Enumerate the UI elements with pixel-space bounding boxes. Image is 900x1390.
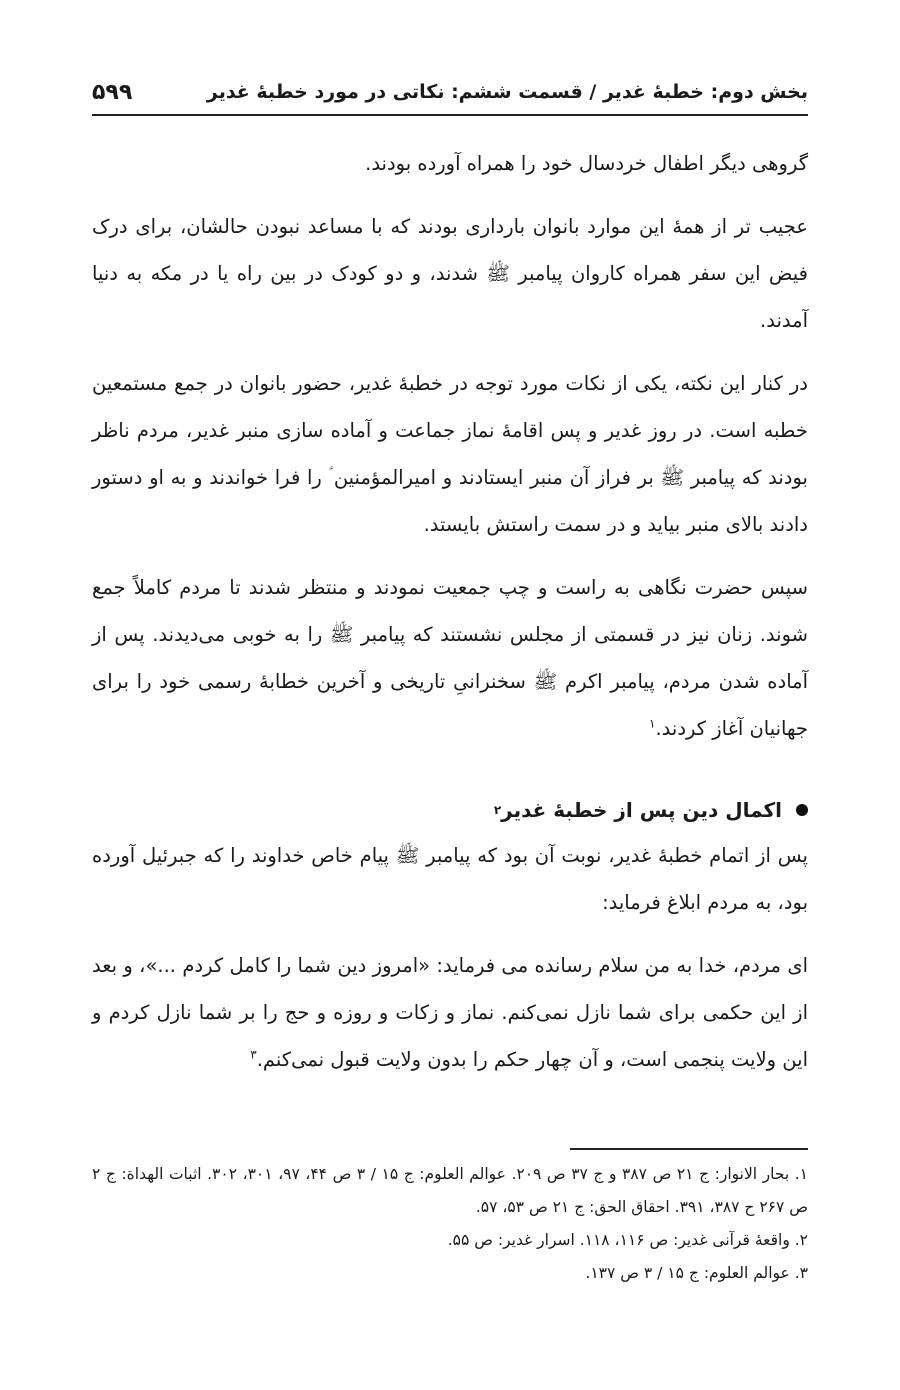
paragraph-2: عجیب تر از همهٔ این موارد بانوان بارداری بودند که با مساعد نبودن حالشان، برای درک فیض این سفر همراه کاروان پیامبر ﷺ شدند، و دو کودک در بین راه یا در مکه به دنیا آمدند. bbox=[92, 215, 808, 332]
footnote-divider bbox=[570, 1148, 808, 1150]
footnote-1: ۱. بحار الانوار: ج ۲۱ ص ۳۸۷ و ج ۳۷ ص ۲۰۹. عوالم العلوم: ج ۱۵ / ۳ ص ۴۴، ۹۷، ۳۰۱، ۳۰۲. اثبات الهداة: ج ۲ ص ۲۶۷ ح ۳۸۷، ۳۹۱. احقاق الحق: ج ۲۱ ص ۵۳، ۵۷. bbox=[92, 1165, 808, 1216]
footnotes bbox=[92, 1148, 808, 1290]
paragraph-4-text: سپس حضرت نگاهی به راست و چپ جمعیت نمودند و منتظر شدند تا مردم کاملاً جمع شوند. زنان نیز در قسمتی از مجلس نشستند که پیامبر ﷺ را به خوبی می‌دیدند. پس از آماده شدن مردم، پیامبر اکرم ﷺ سخنرانیِ تاریخی و آخرین خطابۀ رسمی خود را برای جهانیان آغاز کردند. bbox=[92, 576, 808, 740]
paragraph-6 bbox=[92, 942, 808, 1083]
main-text bbox=[92, 140, 808, 1099]
header-title: بخش دوم: خطبۀ غدیر / قسمت ششم: نکاتی در مورد خطبۀ غدیر bbox=[206, 81, 808, 103]
section-heading-text: اکمال دین پس از خطبۀ غدیر bbox=[501, 798, 782, 822]
footnote-2: ۲. واقعۀ قرآنی غدیر: ص ۱۱۶، ۱۱۸. اسرار غدیر: ص ۵۵. bbox=[447, 1231, 808, 1249]
bullet-icon bbox=[796, 804, 808, 816]
paragraph-3: در کنار این نکته، یکی از نکات مورد توجه در خطبۀ غدیر، حضور بانوان در جمع مستمعین خطبه است. در روز غدیر و پس اقامۀ نماز جماعت و آماده سازی منبر غدیر، مردم ناظر بودند که پیامبر ﷺ بر فراز آن منبر ایستادند و امیرالمؤمنین ؑ را فرا خواندند و به او دستور دادند بالای منبر بیاید و در سمت راستش بایستد. bbox=[92, 372, 808, 536]
paragraph-1: گروهی دیگر اطفال خردسال خود را همراه آورده بودند. bbox=[365, 152, 808, 175]
footnote-ref-3: ۳ bbox=[250, 1047, 257, 1062]
section-heading: اکمال دین پس از خطبۀ غدیر ۲ bbox=[92, 788, 808, 832]
paragraph-6-text: ای مردم، خدا به من سلام رسانده می فرماید: «امروز دین شما را کامل کردم ...»، و بعد از این حکمی برای شما نازل نمی‌کنم. نماز و زکات و روزه و حج را بر شما نازل کردم و این ولایت پنجمی است، و آن چهار حکم را بدون ولایت قبول نمی‌کنم. bbox=[92, 954, 808, 1071]
paragraph-5: پس از اتمام خطبۀ غدیر، نوبت آن بود که پیامبر ﷺ پیام خاص خداوند را که جبرئیل آورده بود، به مردم ابلاغ فرماید: bbox=[92, 844, 808, 914]
page-number: ۵۹۹ bbox=[92, 79, 133, 105]
footnote-3: ۳. عوالم العلوم: ج ۱۵ / ۳ ص ۱۳۷. bbox=[585, 1264, 808, 1282]
paragraph-4 bbox=[92, 564, 808, 752]
footnote-ref-1: ۱ bbox=[649, 716, 656, 731]
running-header bbox=[92, 70, 808, 116]
